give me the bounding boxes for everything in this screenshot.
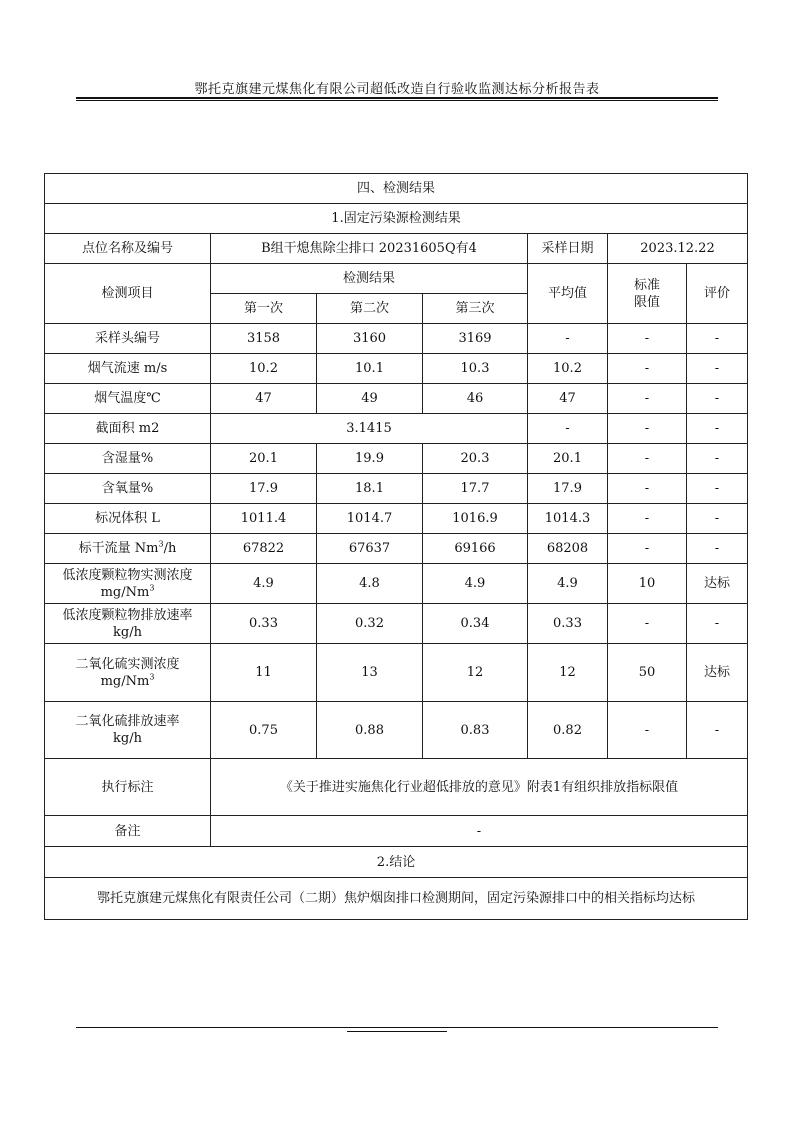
row-limit: - — [608, 534, 687, 564]
row-limit: - — [608, 474, 687, 504]
table-row — [45, 534, 748, 564]
footer-rule — [76, 1027, 718, 1028]
row-unit: kg/h — [113, 731, 142, 746]
row-v1: 0.33 — [211, 604, 317, 644]
row-v3: 17.7 — [423, 474, 528, 504]
row-name — [45, 702, 211, 759]
row-unit-text: mg/Nm — [100, 673, 150, 689]
row-eval: - — [687, 324, 748, 354]
row-avg: 12 — [528, 644, 608, 702]
row-v1: 3158 — [211, 324, 317, 354]
table-row — [45, 474, 748, 504]
table-row — [45, 444, 748, 474]
table-row — [45, 702, 748, 759]
limit-header-text: 标准限值 — [633, 277, 660, 310]
row-limit: 10 — [608, 564, 687, 604]
table-row — [45, 414, 748, 444]
conclusion-title-row — [45, 847, 748, 878]
conclusion-text: 鄂托克旗建元煤焦化有限责任公司（二期）焦炉烟囱排口检测期间，固定污染源排口中的相关指标均达标 — [45, 878, 748, 920]
table-row — [45, 564, 748, 604]
row-eval: - — [687, 534, 748, 564]
remark-label: 备注 — [45, 816, 211, 847]
row-v3: 4.9 — [423, 564, 528, 604]
remark-row — [45, 816, 748, 847]
row-limit: 50 — [608, 644, 687, 702]
row-v2: 67637 — [317, 534, 423, 564]
point-label: 点位名称及编号 — [45, 234, 211, 264]
standard-value: 《关于推进实施焦化行业超低排放的意见》附表1有组织排放指标限值 — [211, 759, 748, 816]
row-eval: - — [687, 444, 748, 474]
row-v3: 3169 — [423, 324, 528, 354]
row-unit — [47, 584, 208, 601]
row-v2: 49 — [317, 384, 423, 414]
row-name: 标况体积 L — [45, 504, 211, 534]
row-avg: 47 — [528, 384, 608, 414]
row-limit: - — [608, 702, 687, 759]
row-v3: 20.3 — [423, 444, 528, 474]
point-value: B组干熄焦除尘排口 20231605Q有4 — [211, 234, 528, 264]
row-v1: 67822 — [211, 534, 317, 564]
row-eval: - — [687, 384, 748, 414]
row-limit: - — [608, 504, 687, 534]
subsection-title: 1.固定污染源检测结果 — [45, 204, 748, 234]
row-name-text: 二氧化硫实测浓度 — [75, 656, 180, 672]
results-table — [44, 173, 748, 920]
row-limit: - — [608, 444, 687, 474]
row-v1: 0.75 — [211, 702, 317, 759]
table-row — [45, 354, 748, 384]
row-eval: - — [687, 474, 748, 504]
row-v2: 19.9 — [317, 444, 423, 474]
subsection-title-row — [45, 204, 748, 234]
row-avg: 17.9 — [528, 474, 608, 504]
row-v2: 4.8 — [317, 564, 423, 604]
table-row — [45, 384, 748, 414]
row-avg: - — [528, 324, 608, 354]
row-limit: - — [608, 414, 687, 444]
conclusion-title: 2.结论 — [45, 847, 748, 878]
limit-header — [608, 264, 687, 324]
row-name — [45, 644, 211, 702]
row-unit — [47, 673, 208, 690]
table-row — [45, 504, 748, 534]
header-rule-thick — [76, 97, 718, 99]
row-v3: 10.3 — [423, 354, 528, 384]
row-name-text: 标干流量 Nm — [78, 541, 159, 556]
row-avg: 10.2 — [528, 354, 608, 384]
row-eval: - — [687, 354, 748, 384]
section-title-row — [45, 174, 748, 204]
row-name — [45, 534, 211, 564]
row-name: 烟气流速 m/s — [45, 354, 211, 384]
row-limit: - — [608, 354, 687, 384]
avg-header: 平均值 — [528, 264, 608, 324]
row-eval: 达标 — [687, 644, 748, 702]
result-header: 检测结果 — [211, 264, 528, 294]
row-limit: - — [608, 324, 687, 354]
row-name — [45, 604, 211, 644]
row-name-sup: 3 — [158, 539, 164, 549]
row-unit: kg/h — [113, 624, 142, 640]
remark-value: - — [211, 816, 748, 847]
row-limit: - — [608, 604, 687, 644]
row-limit: - — [608, 384, 687, 414]
report-header-title: 鄂托克旗建元煤焦化有限公司超低改造自行验收监测达标分析报告表 — [194, 82, 600, 97]
row-eval: 达标 — [687, 564, 748, 604]
row-v2: 0.32 — [317, 604, 423, 644]
row-avg: 4.9 — [528, 564, 608, 604]
row-v3: 46 — [423, 384, 528, 414]
row-v2: 0.88 — [317, 702, 423, 759]
row-unit-sup: 3 — [149, 583, 155, 593]
row-unit-text: mg/Nm — [100, 584, 150, 600]
standard-row — [45, 759, 748, 816]
row-name — [45, 564, 211, 604]
row-v3: 1016.9 — [423, 504, 528, 534]
row-eval: - — [687, 414, 748, 444]
row-v1: 20.1 — [211, 444, 317, 474]
row-avg: - — [528, 414, 608, 444]
row-v3: 69166 — [423, 534, 528, 564]
row-name: 含湿量% — [45, 444, 211, 474]
footer-short-rule — [347, 1031, 447, 1032]
row-avg: 68208 — [528, 534, 608, 564]
row-v1: 47 — [211, 384, 317, 414]
row-name: 含氧量% — [45, 474, 211, 504]
row-v1: 1011.4 — [211, 504, 317, 534]
row-avg: 1014.3 — [528, 504, 608, 534]
row-v2: 18.1 — [317, 474, 423, 504]
row-v3: 0.83 — [423, 702, 528, 759]
row-v1: 17.9 — [211, 474, 317, 504]
row-v1: 10.2 — [211, 354, 317, 384]
row-name-text: 低浓度颗粒物排放速率 — [62, 607, 193, 623]
section-title: 四、检测结果 — [45, 174, 748, 204]
row-v1: 11 — [211, 644, 317, 702]
row-v2: 3160 — [317, 324, 423, 354]
row-name-text: 二氧化硫排放速率 — [75, 714, 180, 729]
row-name: 采样头编号 — [45, 324, 211, 354]
row-avg: 20.1 — [528, 444, 608, 474]
row-avg: 0.82 — [528, 702, 608, 759]
point-row — [45, 234, 748, 264]
table-row — [45, 324, 748, 354]
row-v3: 0.34 — [423, 604, 528, 644]
row-v2: 1014.7 — [317, 504, 423, 534]
row-v1: 4.9 — [211, 564, 317, 604]
row-merged-value: 3.1415 — [211, 414, 528, 444]
row-eval: - — [687, 604, 748, 644]
header-rule-thin — [76, 100, 718, 101]
conclusion-row — [45, 878, 748, 920]
run-1-header: 第一次 — [211, 294, 317, 324]
run-2-header: 第二次 — [317, 294, 423, 324]
sample-date-label: 采样日期 — [528, 234, 608, 264]
row-v3: 12 — [423, 644, 528, 702]
table-row — [45, 644, 748, 702]
sample-date-value: 2023.12.22 — [608, 234, 748, 264]
eval-header: 评价 — [687, 264, 748, 324]
item-header: 检测项目 — [45, 264, 211, 324]
row-name: 烟气温度℃ — [45, 384, 211, 414]
row-v2: 13 — [317, 644, 423, 702]
row-v2: 10.1 — [317, 354, 423, 384]
row-name-text: 低浓度颗粒物实测浓度 — [62, 567, 193, 583]
row-avg: 0.33 — [528, 604, 608, 644]
run-3-header: 第三次 — [423, 294, 528, 324]
row-name-after: /h — [163, 541, 177, 556]
row-unit-sup: 3 — [149, 672, 155, 682]
row-eval: - — [687, 702, 748, 759]
standard-label: 执行标注 — [45, 759, 211, 816]
header-row-1 — [45, 264, 748, 294]
table-row — [45, 604, 748, 644]
row-name: 截面积 m2 — [45, 414, 211, 444]
row-eval: - — [687, 504, 748, 534]
